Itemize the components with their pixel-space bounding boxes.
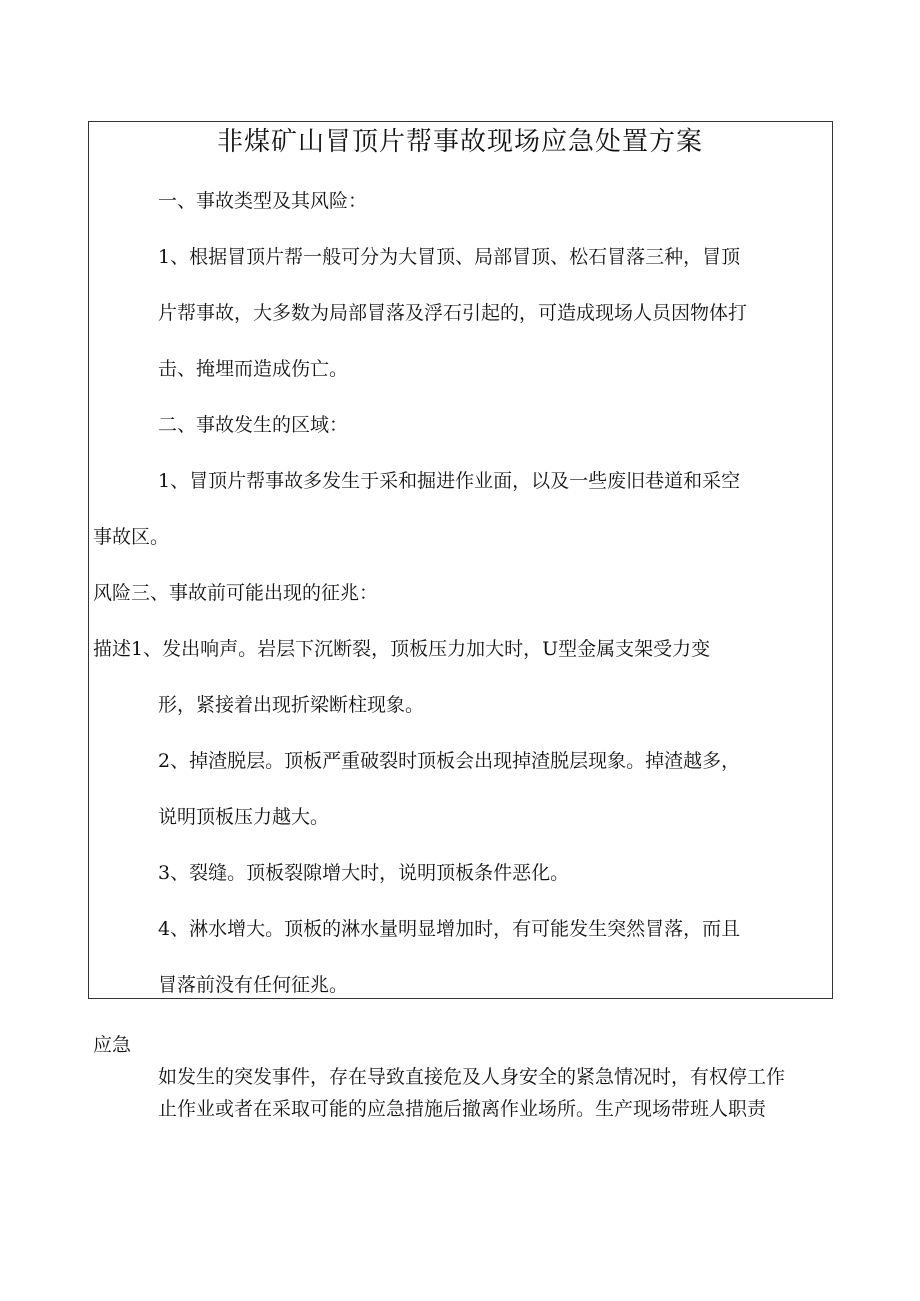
document-title: 非煤矿山冒顶片帮事故现场应急处置方案 (216, 127, 703, 157)
description-label: 描述 (93, 638, 132, 660)
section-1-paragraph-line: 片帮事故，大多数为局部冒落及浮石引起的，可造成现场人员因物体打 (158, 302, 748, 324)
section-3-paragraph-line: 冒落前没有任何征兆。 (158, 974, 349, 996)
section-3-paragraph-line: 2、掉渣脱层。顶板严重破裂时顶板会出现掉渣脱层现象。掉渣越多， (158, 750, 741, 772)
section-2-paragraph-line: 事故区。 (93, 526, 170, 548)
section-3-heading: 三、事故前可能出现的征兆： (131, 582, 379, 604)
emergency-paragraph-line: 止作业或者在采取可能的应急措施后撤离作业场所。生产现场带班人职责 (158, 1098, 767, 1120)
section-2-paragraph-line: 1、冒顶片帮事故多发生于采和掘进作业面，以及一些废旧巷道和采空 (158, 470, 741, 492)
section-1-paragraph-line: 1、根据冒顶片帮一般可分为大冒顶、局部冒顶、松石冒落三种，冒顶 (158, 246, 741, 268)
section-1-heading: 一、事故类型及其风险： (158, 190, 368, 212)
section-3-paragraph-line: 形，紧接着出现折梁断柱现象。 (158, 694, 425, 716)
section-3-paragraph-line: 说明顶板压力越大。 (158, 806, 330, 828)
section-3-paragraph-line: 1、发出响声。岩层下沉断裂，顶板压力加大时，U型金属支架受力变 (131, 638, 711, 660)
section-2-heading: 二、事故发生的区域： (158, 414, 349, 436)
emergency-label: 应急 (93, 1034, 132, 1056)
section-3-paragraph-line: 4、淋水增大。顶板的淋水量明显增加时，有可能发生突然冒落，而且 (158, 918, 741, 940)
emergency-paragraph-line: 如发生的突发事件，存在导致直接危及人身安全的紧急情况时，有权停工作 (158, 1066, 786, 1088)
section-1-paragraph-line: 击、掩埋而造成伤亡。 (158, 358, 349, 380)
risk-label: 风险 (93, 582, 132, 604)
section-3-paragraph-line: 3、裂缝。顶板裂隙增大时，说明顶板条件恶化。 (158, 862, 570, 884)
